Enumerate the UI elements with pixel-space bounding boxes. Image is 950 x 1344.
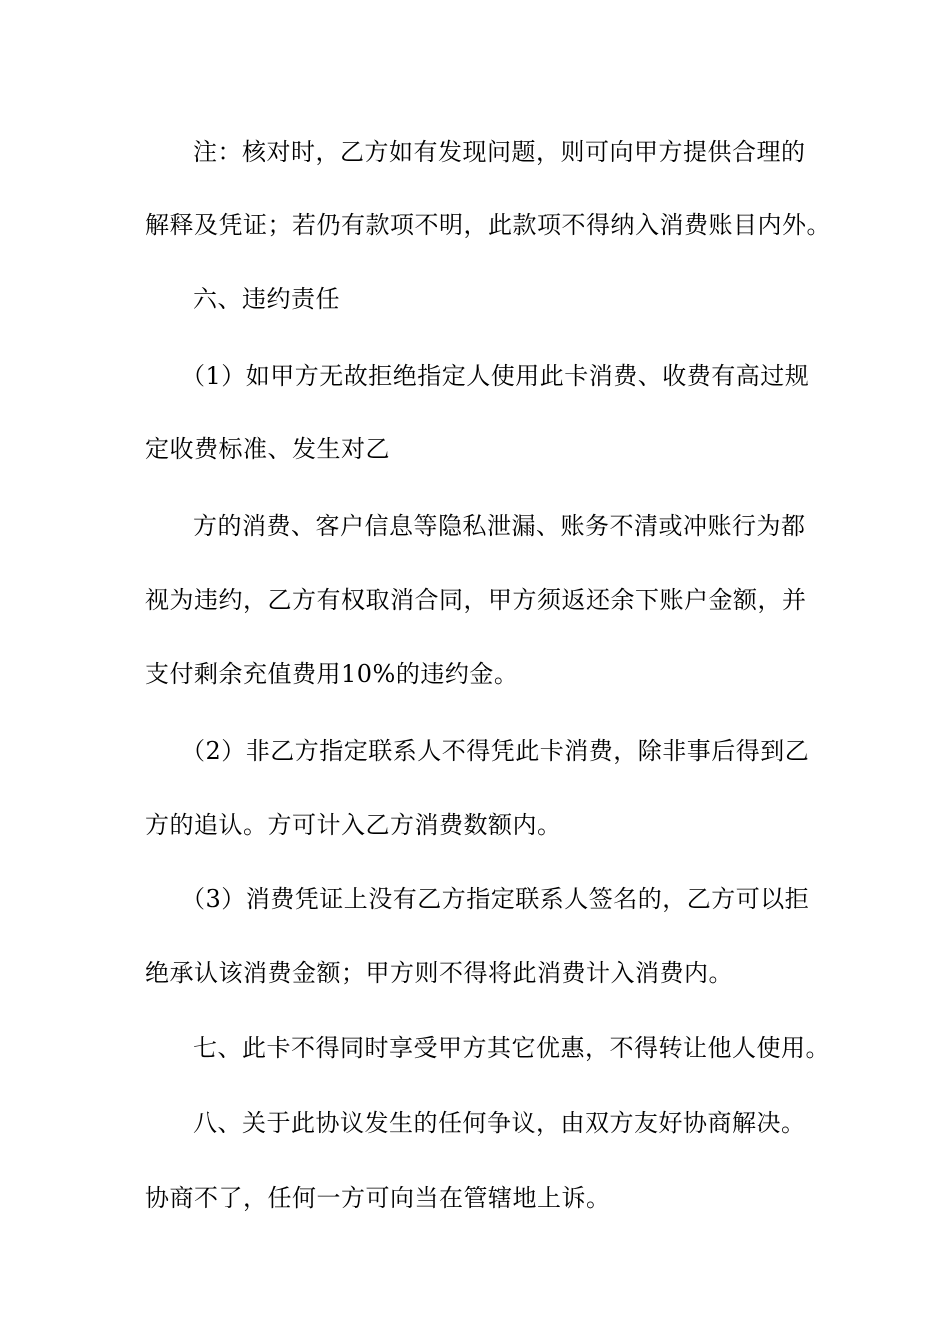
section-eight-line-2: 协商不了，任何一方可向当在管辖地上诉。 bbox=[145, 1184, 611, 1212]
clause-1-line-5: 支付剩余充值费用10%的违约金。 bbox=[145, 660, 519, 688]
paragraph-note-line-2: 解释及凭证；若仍有款项不明，此款项不得纳入消费账目内外。 bbox=[145, 211, 831, 239]
section-seven: 七、此卡不得同时享受甲方其它优惠，不得转让他人使用。 bbox=[193, 1034, 830, 1062]
clause-3-line-1: （3）消费凭证上没有乙方指定联系人签名的，乙方可以拒 bbox=[181, 885, 810, 913]
clause-1-line-2: 定收费标准、发生对乙 bbox=[145, 435, 390, 463]
clause-2-line-2: 方的追认。方可计入乙方消费数额内。 bbox=[145, 811, 562, 839]
paragraph-note-line-1: 注：核对时，乙方如有发现问题，则可向甲方提供合理的 bbox=[193, 138, 806, 166]
clause-3-line-2: 绝承认该消费金额；甲方则不得将此消费计入消费内。 bbox=[145, 959, 733, 987]
clause-1-line-1: （1）如甲方无故拒绝指定人使用此卡消费、收费有高过规 bbox=[181, 362, 810, 390]
clause-1-line-3: 方的消费、客户信息等隐私泄漏、账务不清或冲账行为都 bbox=[193, 512, 806, 540]
clause-2-line-1: （2）非乙方指定联系人不得凭此卡消费，除非事后得到乙 bbox=[181, 737, 810, 765]
section-heading-liability: 六、违约责任 bbox=[193, 285, 340, 313]
clause-1-line-4: 视为违约，乙方有权取消合同，甲方须返还余下账户金额，并 bbox=[145, 586, 807, 614]
section-eight-line-1: 八、关于此协议发生的任何争议，由双方友好协商解决。 bbox=[193, 1109, 806, 1137]
